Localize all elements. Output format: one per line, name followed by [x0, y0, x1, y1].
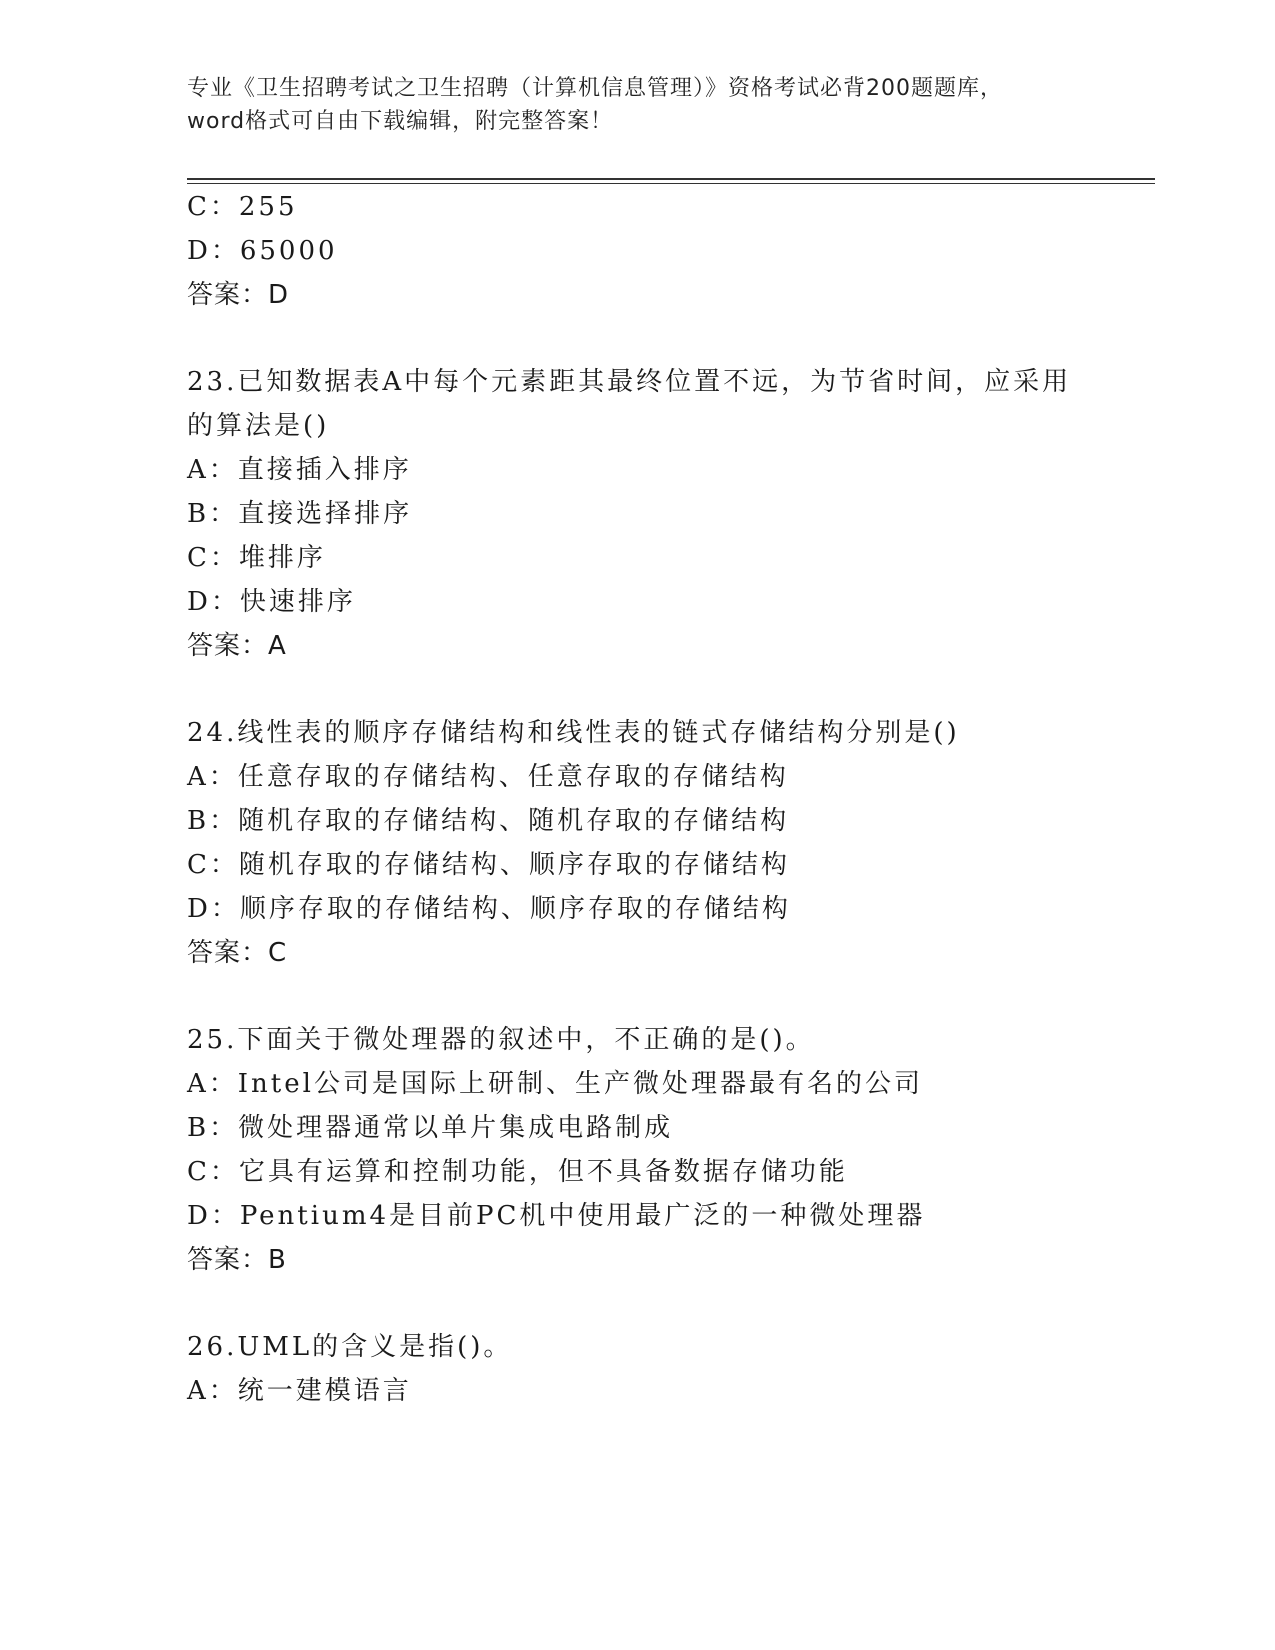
q25-option-a: A：Intel公司是国际上研制、生产微处理器最有名的公司: [187, 1069, 923, 1099]
q22-option-c: C：255: [187, 192, 298, 222]
q23-option-c: C：堆排序: [187, 543, 326, 573]
q25-stem: 25.下面关于微处理器的叙述中，不正确的是()。: [187, 1025, 815, 1055]
q23-stem-line-2: 的算法是(): [187, 411, 330, 441]
q24-option-b: B：随机存取的存储结构、随机存取的存储结构: [187, 806, 790, 836]
q23-option-b: B：直接选择排序: [187, 499, 413, 529]
q25-option-d: D：Pentium4是目前PC机中使用最广泛的一种微处理器: [187, 1201, 926, 1231]
header-line-2: word格式可自由下载编辑，附完整答案！: [187, 109, 614, 134]
q22-answer: 答案：D: [187, 280, 290, 310]
document-header: [187, 72, 1087, 138]
header-divider-thick: [187, 178, 1155, 180]
header-line-1: 专业《卫生招聘考试之卫生招聘（计算机信息管理）》资格考试必背200题题库，: [187, 76, 1003, 101]
header-divider-thin: [187, 183, 1155, 184]
q23-answer: 答案：A: [187, 631, 287, 661]
q25-answer: 答案：B: [187, 1245, 287, 1275]
q24-stem: 24.线性表的顺序存储结构和线性表的链式存储结构分别是(): [187, 718, 960, 748]
q24-option-a: A：任意存取的存储结构、任意存取的存储结构: [187, 762, 789, 792]
q25-option-c: C：它具有运算和控制功能，但不具备数据存储功能: [187, 1157, 848, 1187]
q26-option-a: A：统一建模语言: [187, 1376, 412, 1406]
q26-stem: 26.UML的含义是指()。: [187, 1332, 513, 1362]
q24-option-d: D：顺序存取的存储结构、顺序存取的存储结构: [187, 894, 791, 924]
q25-option-b: B：微处理器通常以单片集成电路制成: [187, 1113, 674, 1143]
q24-answer: 答案：C: [187, 938, 288, 968]
q23-option-d: D：快速排序: [187, 587, 356, 617]
q22-option-d: D：65000: [187, 236, 338, 266]
q24-option-c: C：随机存取的存储结构、顺序存取的存储结构: [187, 850, 790, 880]
q23-option-a: A：直接插入排序: [187, 455, 412, 485]
q23-stem-line-1: 23.已知数据表A中每个元素距其最终位置不远，为节省时间，应采用: [187, 367, 1072, 397]
